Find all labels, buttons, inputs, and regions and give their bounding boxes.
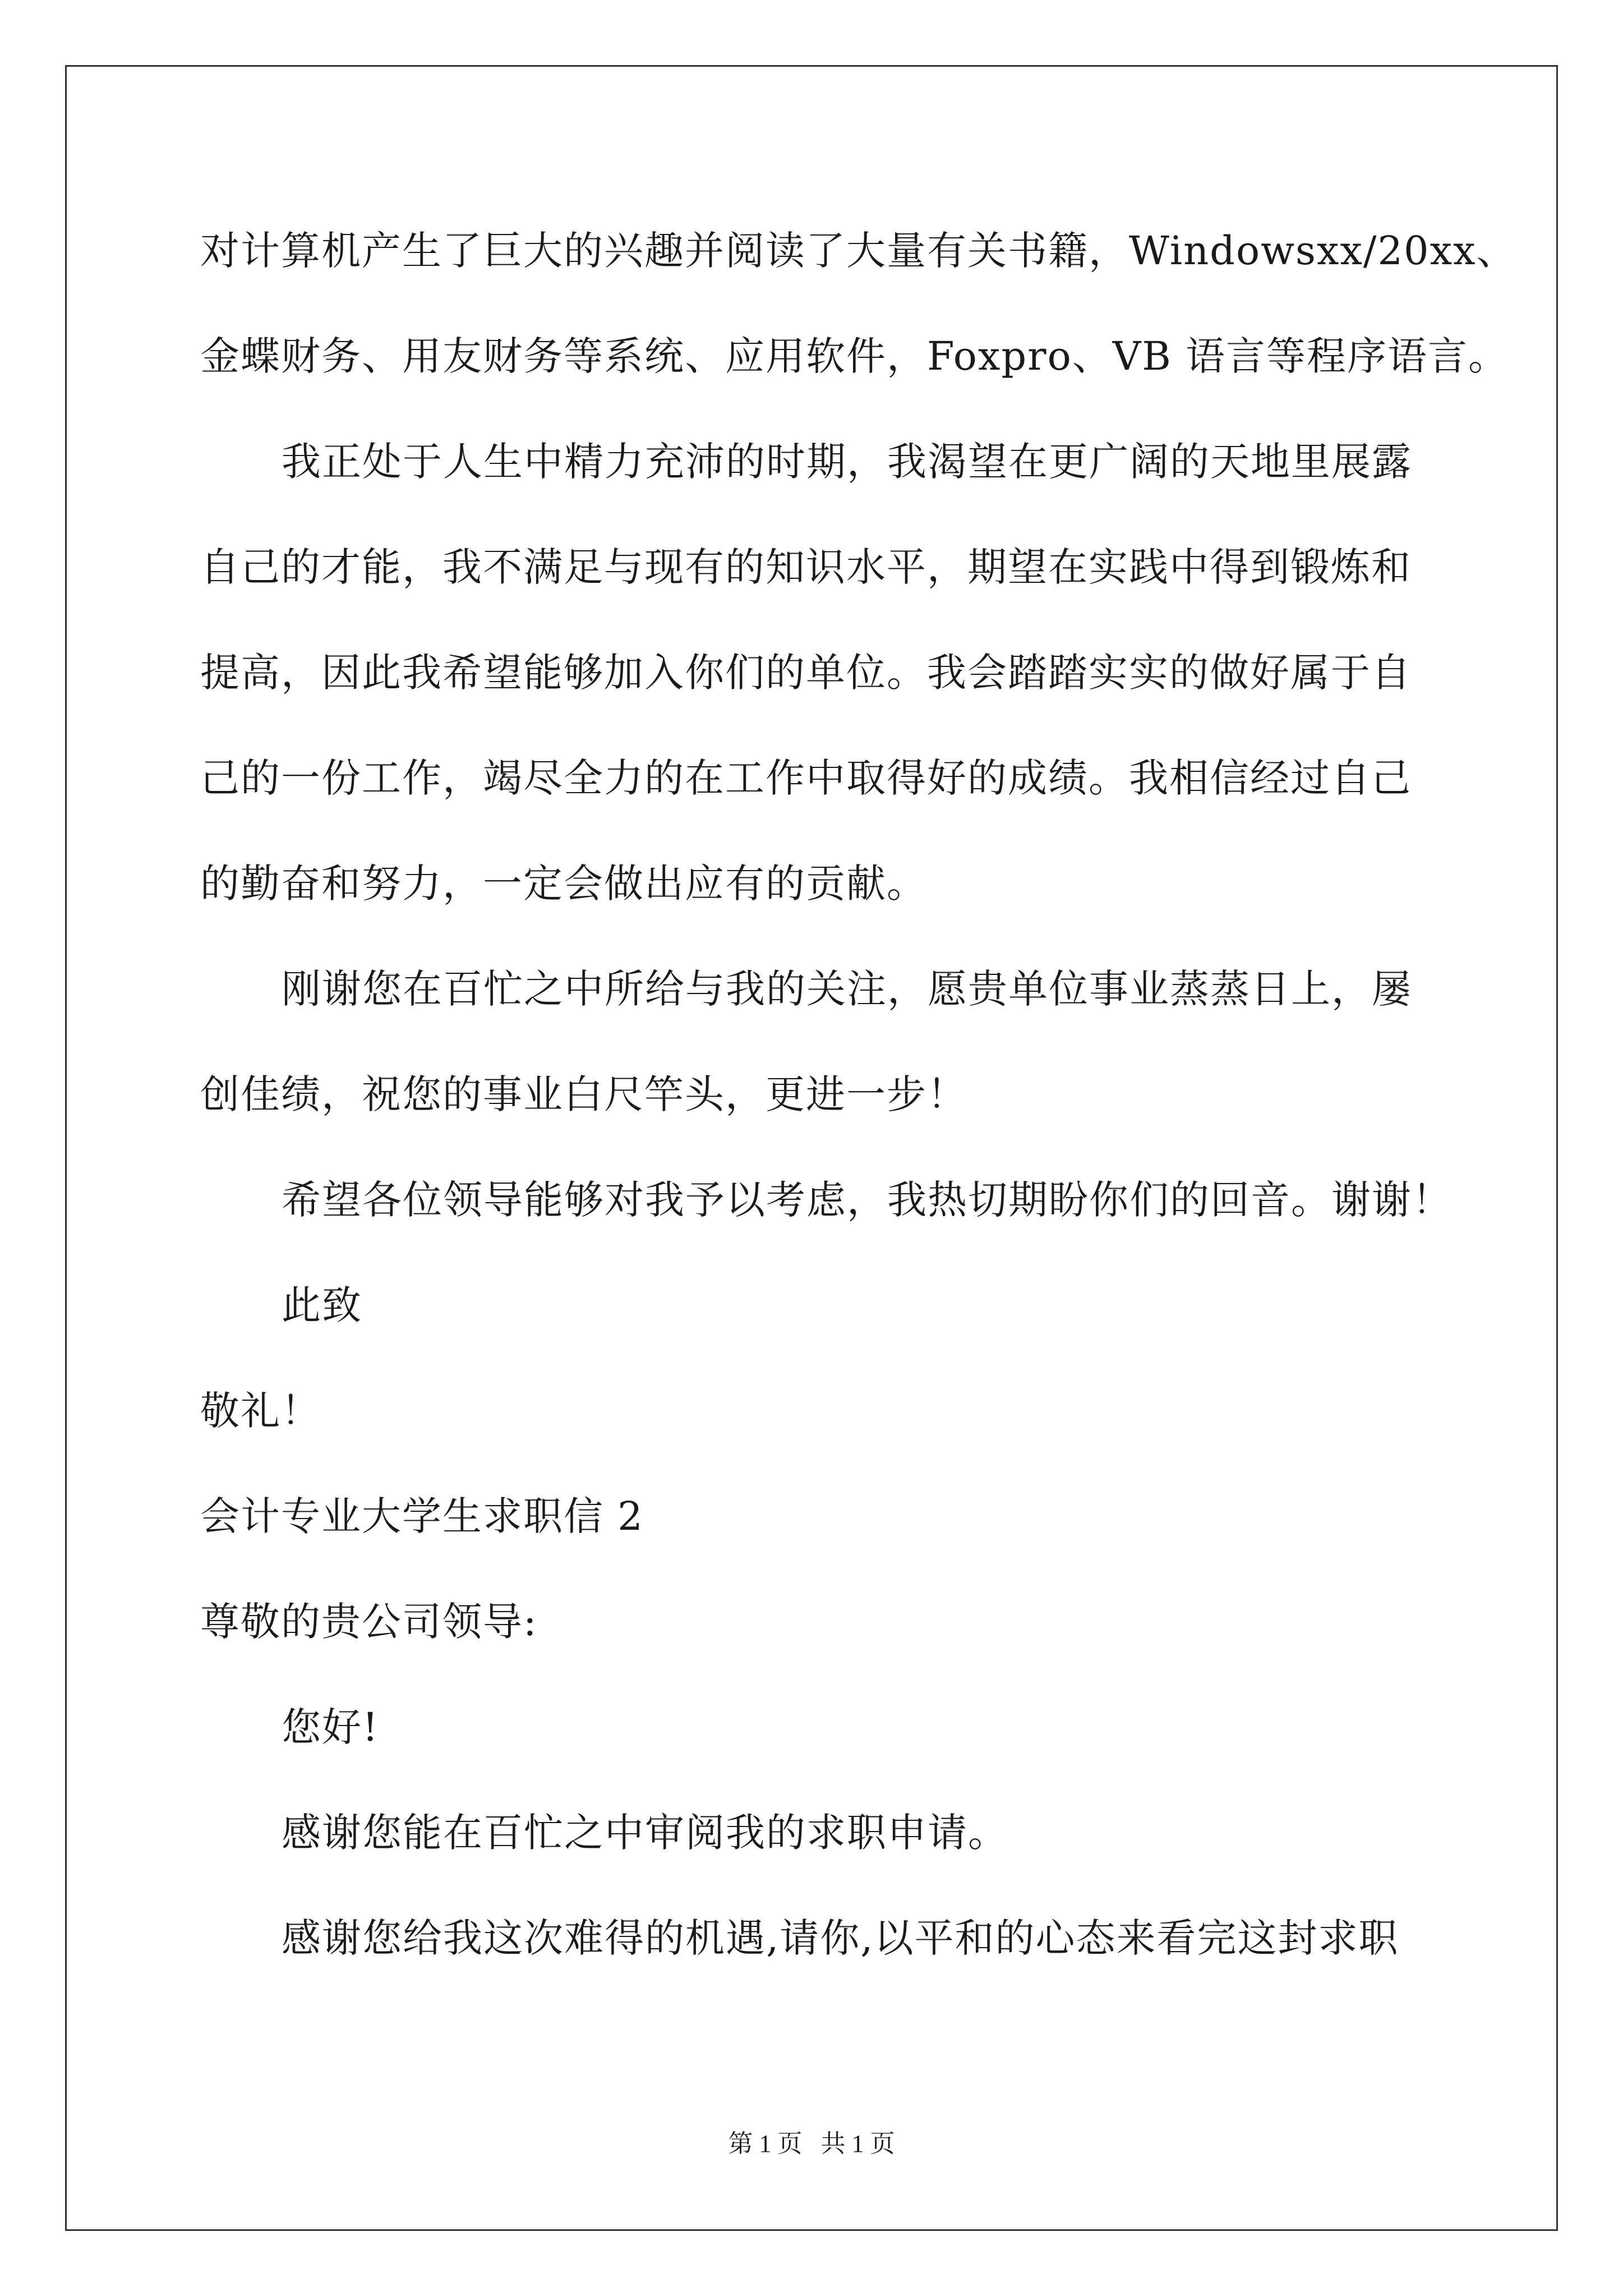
page-border	[65, 65, 1558, 2231]
body-text-line: 创佳绩，祝您的事业白尺竿头，更进一步！	[200, 1071, 967, 1117]
body-text-line: 提高，因此我希望能够加入你们的单位。我会踏踏实实的做好属于自	[200, 650, 1412, 696]
paragraph-start-line: 希望各位领导能够对我予以考虑，我热切期盼你们的回音。谢谢！	[282, 1177, 1453, 1223]
page-footer: 第 1 页 共 1 页	[728, 2130, 895, 2157]
body-text-line: 自己的才能，我不满足与现有的知识水平，期望在实践中得到锻炼和	[200, 544, 1412, 590]
body-text-line: 的勤奋和努力，一定会做出应有的贡献。	[200, 861, 927, 907]
paragraph-start-line: 刚谢您在百忙之中所给与我的关注，愿贵单位事业蒸蒸日上，屡	[282, 966, 1412, 1012]
salutation-closing: 敬礼！	[200, 1388, 321, 1434]
body-text-line: 对计算机产生了巨大的兴趣并阅读了大量有关书籍，Windowsxx/20xx、	[200, 228, 1517, 274]
paragraph-start-line: 感谢您能在百忙之中审阅我的求职申请。	[282, 1810, 1008, 1856]
body-text-line: 金蝶财务、用友财务等系统、应用软件，Foxpro、VB 语言等程序语言。	[200, 333, 1509, 379]
paragraph-start-line: 我正处于人生中精力充沛的时期，我渴望在更广阔的天地里展露	[282, 439, 1412, 485]
paragraph-start-line: 感谢您给我这次难得的机遇,请你,以平和的心态来看完这封求职	[282, 1915, 1399, 1961]
body-text-line: 己的一份工作，竭尽全力的在工作中取得好的成绩。我相信经过自己	[200, 755, 1412, 801]
section-title: 会计专业大学生求职信 2	[200, 1493, 644, 1539]
greeting: 您好!	[282, 1704, 380, 1750]
closing-phrase: 此致	[282, 1282, 362, 1328]
greeting-recipient: 尊敬的贵公司领导:	[200, 1599, 538, 1645]
